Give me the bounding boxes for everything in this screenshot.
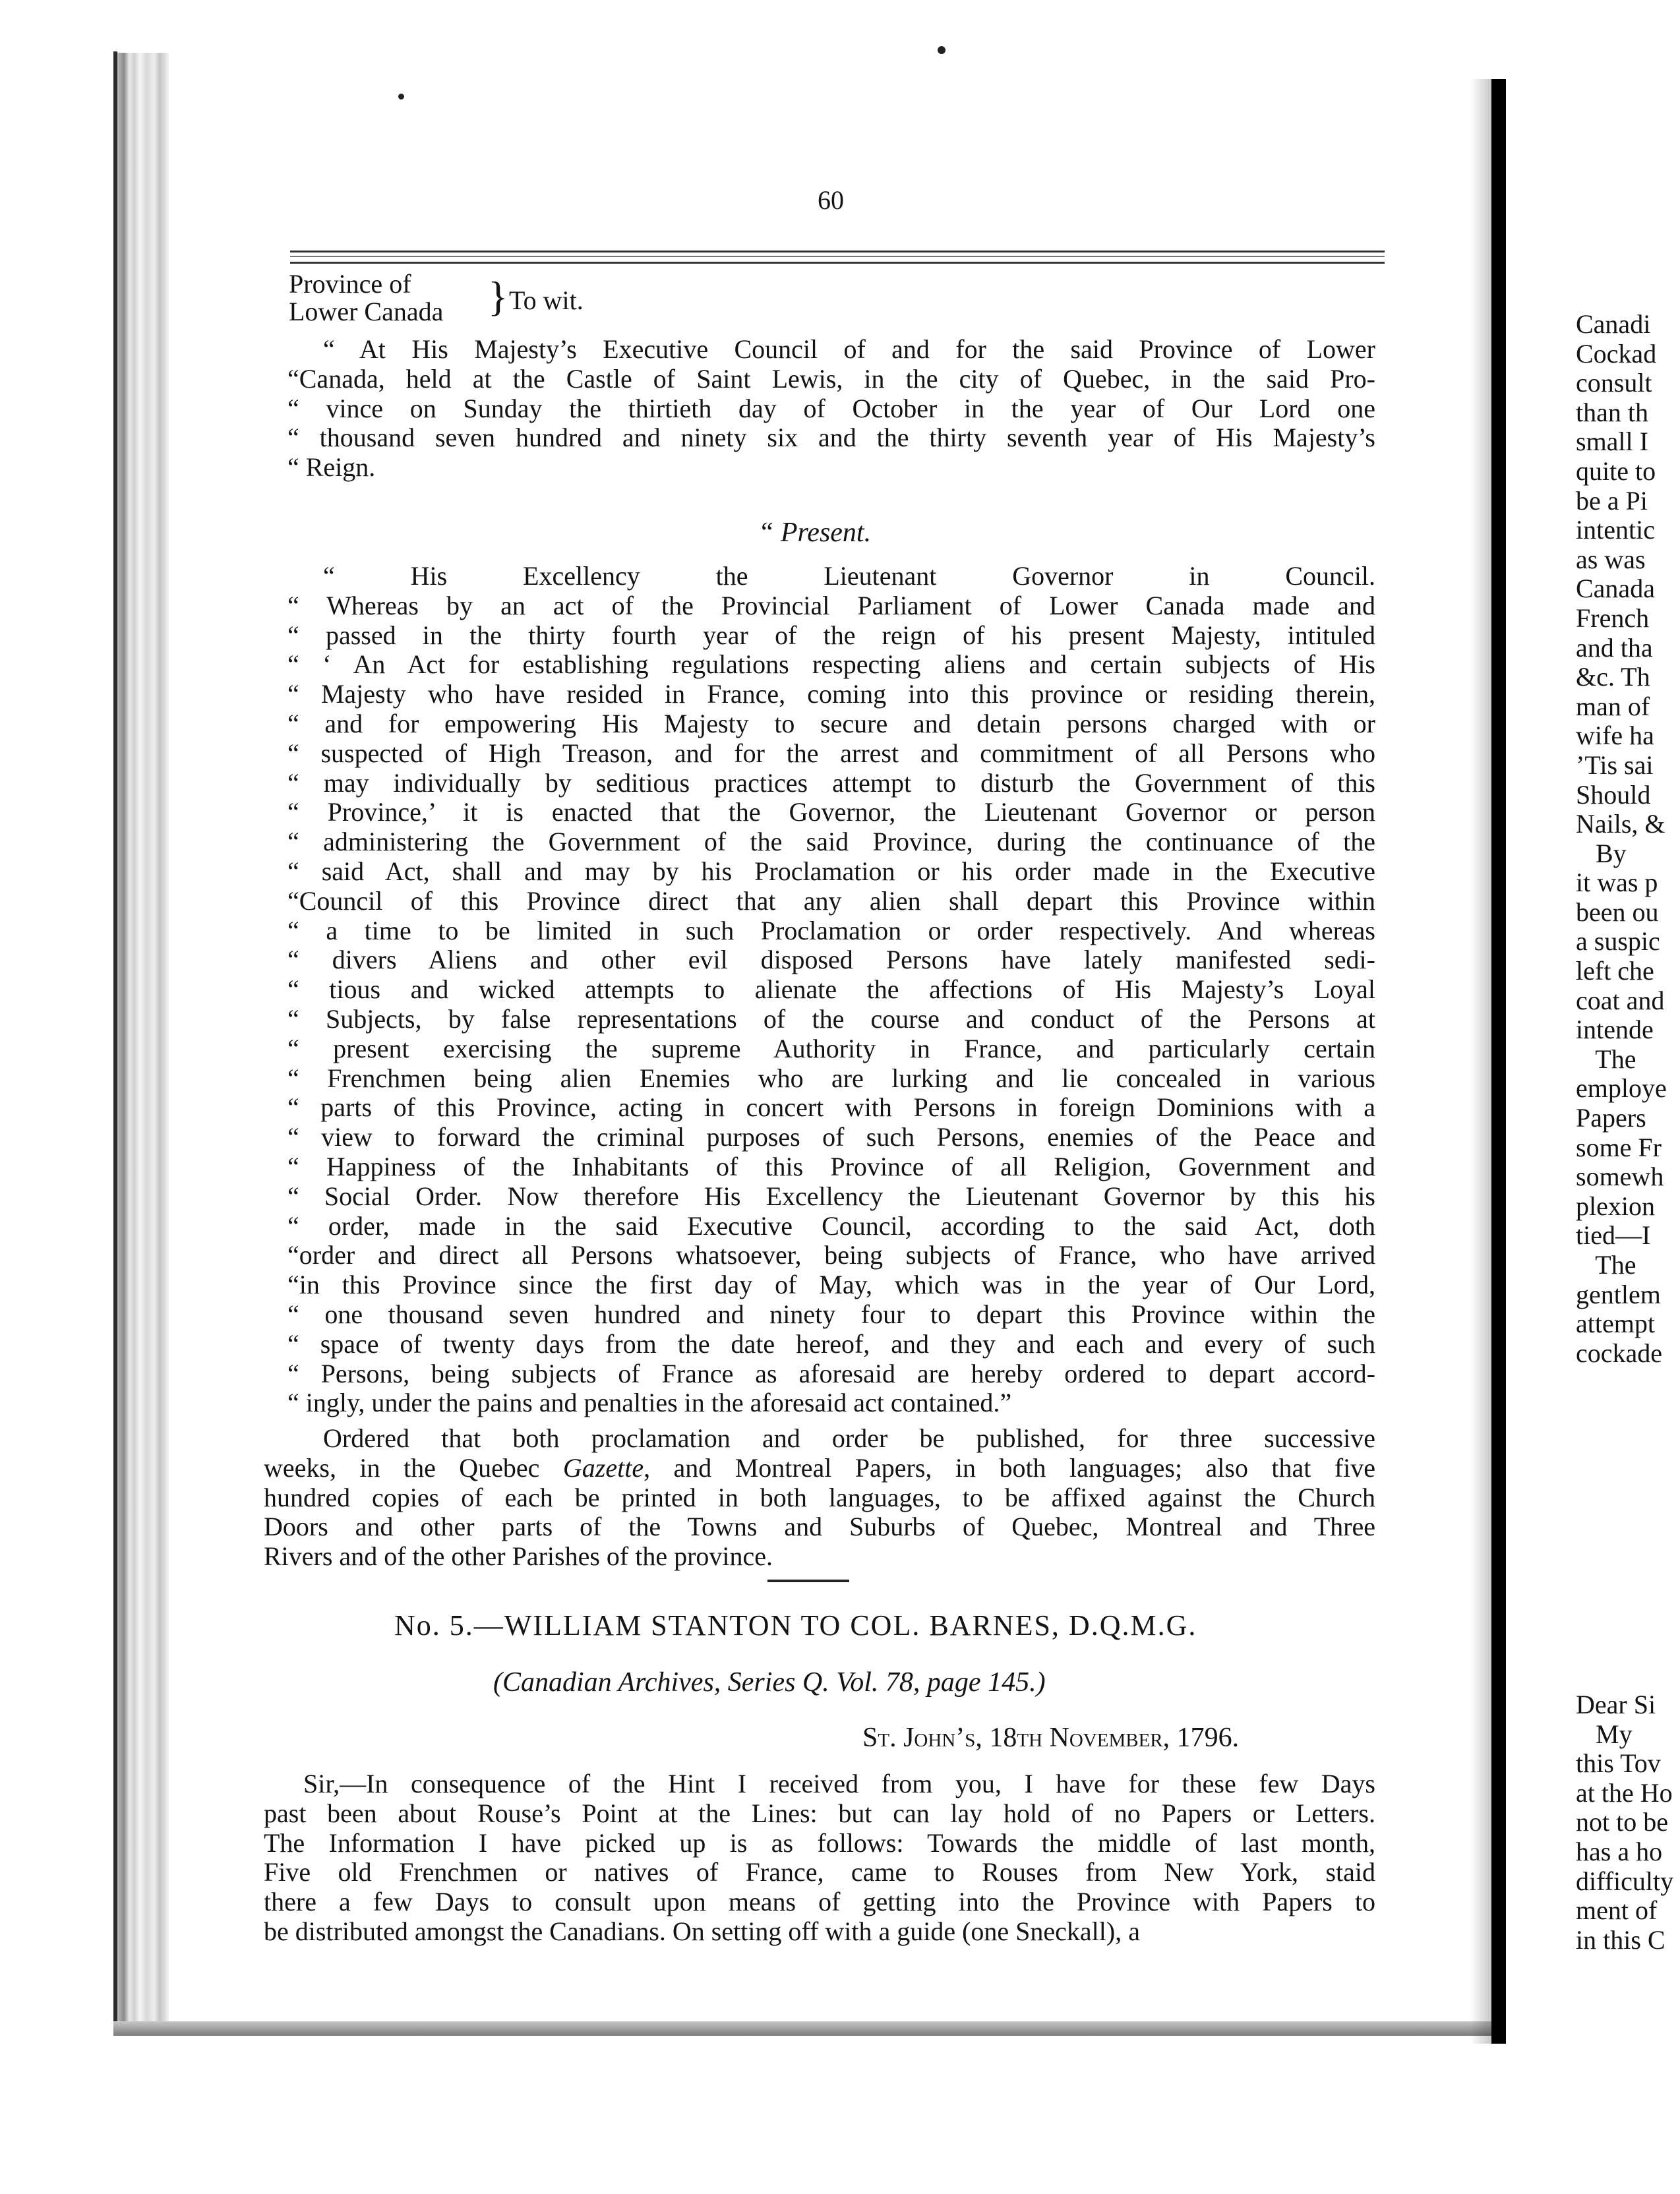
proclamation-line: “ a time to be limited in such Proclamation or order respectively. And whereas <box>287 915 1375 945</box>
facing-top-line: employe <box>1576 1073 1667 1104</box>
document-title: No. 5.—WILLIAM STANTON TO COL. BARNES, D.Q.M.G. <box>394 1609 1197 1642</box>
proclamation-line: “ Subjects, by false representations of the course and conduct of the Persons at <box>287 1003 1375 1034</box>
facing-top-line: been ou <box>1576 897 1659 927</box>
scan-speck-top <box>938 46 945 54</box>
proclamation-line: “ ‘ An Act for establishing regulations respecting aliens and certain subjects of His <box>287 649 1375 680</box>
header-rule <box>290 251 1385 264</box>
ordered-line: weeks, in the Quebec Gazette, and Montreal Papers, in both languages; also that five <box>264 1452 1376 1483</box>
facing-top-line: some Fr <box>1576 1132 1662 1162</box>
council-line: “ thousand seven hundred and ninety six and the thirty seventh year of His Majesty’s <box>287 423 1375 453</box>
scan-speck <box>398 94 404 100</box>
facing-top-line: &c. Th <box>1576 662 1650 692</box>
proclamation-line: “ Persons, being subjects of France as aforesaid are hereby ordered to depart accord- <box>287 1358 1375 1388</box>
facing-bottom-line: this Tov <box>1576 1748 1661 1779</box>
page-number: 60 <box>818 185 844 215</box>
facing-bottom-line: in this C <box>1576 1924 1665 1955</box>
page-edge <box>117 53 169 2031</box>
proclamation-line: “ order, made in the said Executive Council, according to the said Act, doth <box>287 1210 1375 1241</box>
facing-top-line: a suspic <box>1576 926 1660 957</box>
proclamation-line: “ suspected of High Treason, and for the arrest and commitment of all Persons who <box>287 738 1375 768</box>
letter-line: be distributed amongst the Canadians. On setting off with a guide (one Sneckall), a <box>264 1916 1140 1946</box>
facing-top-line: attempt <box>1576 1309 1655 1339</box>
facing-top-line: quite to <box>1576 456 1656 486</box>
facing-top-line: it was p <box>1576 868 1658 898</box>
proclamation-paragraph <box>264 562 1385 1418</box>
ordered-line: Rivers and of the other Parishes of the province. <box>264 1541 773 1572</box>
proclamation-line: “order and direct all Persons whatsoever, being subjects of France, who have arrived <box>287 1240 1375 1270</box>
to-wit: To wit. <box>509 285 584 315</box>
facing-page-column-bottom <box>1576 1690 1673 1955</box>
council-line: “ vince on Sunday the thirtieth day of October in the year of Our Lord one <box>287 393 1375 423</box>
proclamation-line: “ passed in the thirty fourth year of the reign of his present Majesty, intituled <box>287 620 1375 650</box>
proclamation-line: “ and for empowering His Majesty to secure and detain persons charged with or <box>287 708 1375 738</box>
letter-line: Sir,—In consequence of the Hint I received from you, I have for these few Days <box>303 1769 1375 1798</box>
facing-top-line: coat and <box>1576 985 1665 1015</box>
proclamation-line: “ Frenchmen being alien Enemies who are lurking and lie concealed in various <box>287 1063 1375 1093</box>
proclamation-line: “ His Excellency the Lieutenant Governor in Council. <box>323 561 1375 591</box>
proclamation-line: “in this Province since the first day of May, which was in the year of Our Lord, <box>287 1270 1375 1300</box>
proclamation-line: “ administering the Government of the said Province, during the continuance of the <box>287 827 1375 857</box>
facing-top-line: Canadi <box>1576 309 1651 339</box>
letter-line: there a few Days to consult upon means of getting into the Province with Papers to <box>264 1887 1375 1917</box>
facing-bottom-line: has a ho <box>1576 1836 1663 1866</box>
facing-bottom-line: difficulty <box>1576 1866 1674 1896</box>
letter-line: The Information I have picked up is as follows: Towards the middle of last month, <box>264 1827 1375 1858</box>
province-heading <box>289 270 443 326</box>
proclamation-line: “ tious and wicked attempts to alienate the affections of His Majesty’s Loyal <box>287 974 1375 1005</box>
proclamation-line: “ ingly, under the pains and penalties in the aforesaid act contained.” <box>287 1388 1012 1418</box>
facing-top-line: The <box>1576 1044 1636 1074</box>
facing-top-line: Cockad <box>1576 338 1657 369</box>
facing-top-line: Papers <box>1576 1103 1646 1133</box>
proclamation-line: “ one thousand seven hundred and ninety four to depart this Province within the <box>287 1299 1375 1329</box>
facing-top-line: cockade <box>1576 1338 1663 1368</box>
province-line-1: Province of <box>289 269 411 299</box>
facing-top-line: Canada <box>1576 574 1655 604</box>
ordered-line: hundred copies of each be printed in both languages, to be affixed against the Church <box>264 1482 1375 1512</box>
facing-bottom-line: Dear Si <box>1576 1690 1656 1719</box>
proclamation-line: “ Whereas by an act of the Provincial Parliament of Lower Canada made and <box>287 590 1375 620</box>
facing-top-line: Nails, & <box>1576 809 1665 839</box>
facing-top-line: left che <box>1576 956 1654 986</box>
proclamation-line: “Council of this Province direct that any alien shall depart this Province within <box>287 885 1375 916</box>
dateline: St. John’s, 18th November, 1796. <box>862 1723 1240 1753</box>
council-line: “ At His Majesty’s Executive Council of and for the said Province of Lower <box>323 334 1375 364</box>
council-line: “Canada, held at the Castle of Saint Lewis, in the city of Quebec, in the said Pro- <box>287 363 1375 394</box>
gutter-shadow <box>1470 79 1491 2044</box>
proclamation-line: “ Happiness of the Inhabitants of this Province of all Religion, Government and <box>287 1151 1375 1181</box>
facing-top-line: French <box>1576 603 1650 633</box>
facing-top-line: The <box>1576 1250 1636 1280</box>
proclamation-line: “ Province,’ it is enacted that the Governor, the Lieutenant Governor or person <box>287 797 1375 827</box>
proclamation-line: “ Majesty who have resided in France, coming into this province or residing therein, <box>287 679 1375 709</box>
facing-top-line: ’Tis sai <box>1576 750 1654 780</box>
facing-top-line: intende <box>1576 1015 1654 1045</box>
facing-top-line: Should <box>1576 779 1651 810</box>
proclamation-line: “ Social Order. Now therefore His Excellency the Lieutenant Governor by this his <box>287 1181 1375 1211</box>
council-line: “ Reign. <box>287 452 376 483</box>
facing-top-line: intentic <box>1576 515 1655 545</box>
facing-top-line: gentlem <box>1576 1279 1661 1309</box>
facing-page-column-top <box>1576 310 1667 1368</box>
proclamation-line: “ present exercising the supreme Authority in France, and particularly certain <box>287 1033 1375 1063</box>
facing-bottom-line: not to be <box>1576 1807 1668 1837</box>
proclamation-line: “ may individually by seditious practices attempt to disturb the Government of this <box>287 767 1375 798</box>
facing-top-line: as was <box>1576 544 1646 574</box>
facing-top-line: man of <box>1576 691 1650 721</box>
ordered-line: Doors and other parts of the Towns and Suburbs of Quebec, Montreal and Three <box>264 1512 1375 1542</box>
facing-top-line: somewh <box>1576 1162 1664 1192</box>
proclamation-line: “ space of twenty days from the date hereof, and they and each and every of such <box>287 1328 1375 1359</box>
letter-line: Five old Frenchmen or natives of France, came to Rouses from New York, staid <box>264 1857 1375 1887</box>
letter-paragraph <box>264 1769 1385 1947</box>
proclamation-line: “ parts of this Province, acting in concert with Persons in foreign Dominions with a <box>287 1092 1375 1123</box>
section-divider <box>767 1580 849 1582</box>
facing-bottom-line: at the Ho <box>1576 1777 1673 1808</box>
ordered-paragraph <box>264 1424 1385 1572</box>
proclamation-line: “ said Act, shall and may by his Proclamation or his order made in the Executive <box>287 856 1375 886</box>
present-heading: “ Present. <box>758 518 872 548</box>
facing-top-line: than th <box>1576 397 1648 427</box>
brace-glyph: } <box>488 273 508 320</box>
facing-bottom-line: My <box>1576 1719 1633 1749</box>
facing-top-line: consult <box>1576 368 1652 398</box>
letter-line: past been about Rouse’s Point at the Lines: but can lay hold of no Papers or Letters. <box>264 1798 1375 1828</box>
proclamation-line: “ divers Aliens and other evil disposed Persons have lately manifested sedi- <box>287 945 1375 975</box>
council-paragraph <box>264 335 1385 483</box>
proclamation-line: “ view to forward the criminal purposes of such Persons, enemies of the Peace and <box>287 1122 1375 1152</box>
facing-top-line: and tha <box>1576 632 1653 663</box>
page-bottom-shadow <box>113 2021 1491 2036</box>
facing-top-line: small I <box>1576 427 1648 457</box>
ordered-line: Ordered that both proclamation and order be published, for three successive <box>323 1423 1375 1453</box>
facing-top-line: wife ha <box>1576 721 1654 751</box>
citation: (Canadian Archives, Series Q. Vol. 78, page 145.) <box>493 1667 1046 1698</box>
facing-top-line: be a Pi <box>1576 485 1648 516</box>
book-gutter <box>1491 79 1506 2044</box>
province-line-2: Lower Canada <box>289 297 444 326</box>
facing-top-line: plexion <box>1576 1191 1655 1221</box>
facing-top-line: By <box>1576 838 1627 868</box>
facing-top-line: tied—I <box>1576 1220 1651 1251</box>
facing-bottom-line: ment of <box>1576 1895 1658 1926</box>
